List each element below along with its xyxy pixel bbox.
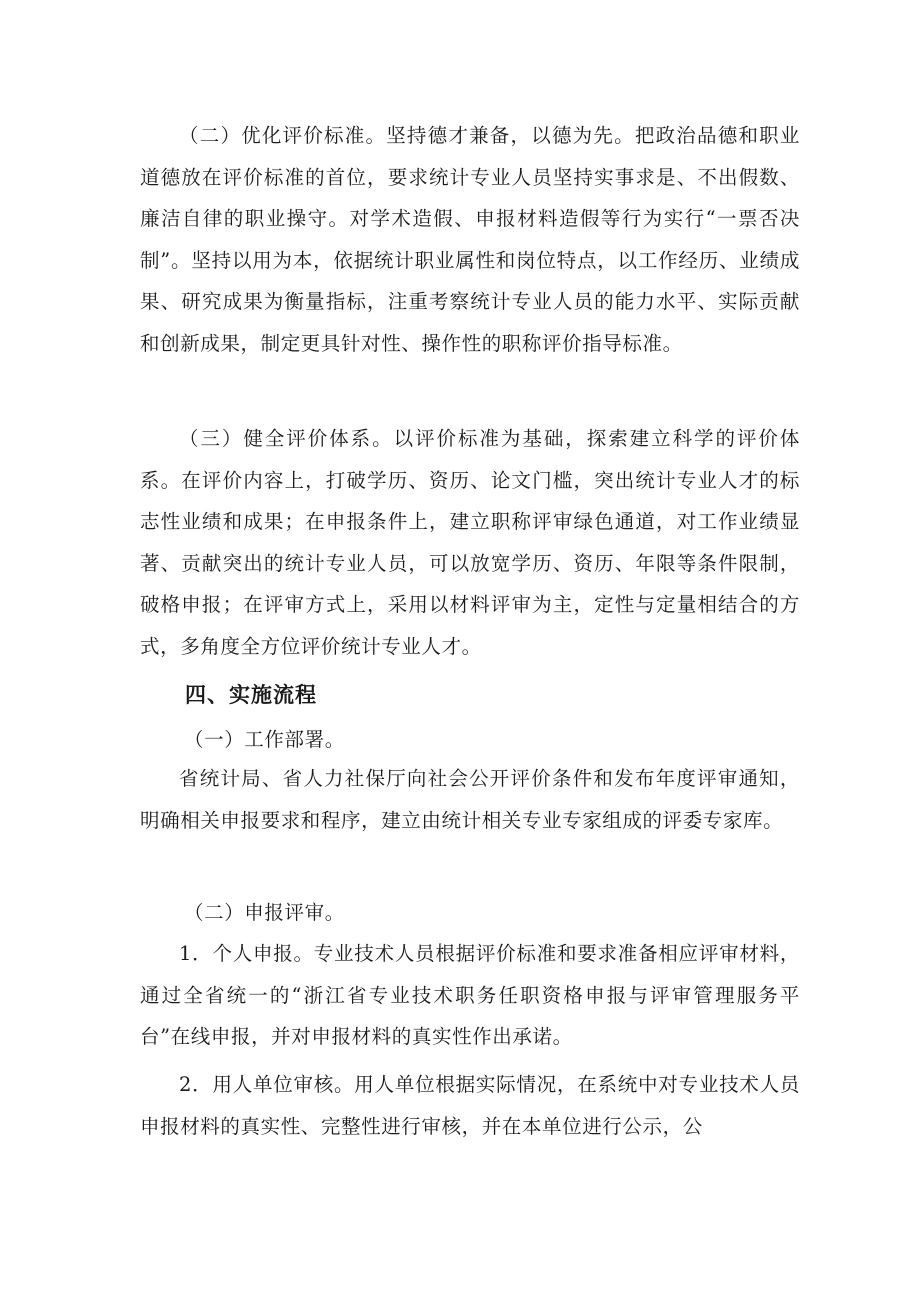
subheading-application-review: （二）申报评审。: [184, 901, 345, 924]
list-item-personal-application: 1．个人申报。专业技术人员根据评价标准和要求准备相应评审材料，通过全省统一的“浙江省专业技术职务任职资格申报与评审管理服务平台”在线申报，并对申报材料的真实性作出承诺。: [140, 942, 800, 1048]
paragraph-work-deployment: 省统计局、省人力社保厅向社会公开评价条件和发布年度评审通知，明确相关申报要求和程序，建立由统计相关专业专家组成的评委专家库。: [140, 767, 800, 832]
section-heading-implementation-process: 四、实施流程: [185, 683, 317, 707]
paragraph-optimize-evaluation-standards: （二）优化评价标准。坚持德才兼备，以德为先。把政治品德和职业道德放在评价标准的首位，要求统计专业人员坚持实事求是、不出假数、廉洁自律的职业操守。对学术造假、申报材料造假等行为实行“一票否决制”。坚持以用为本，依据统计职业属性和岗位特点，以工作经历、业绩成果、研究成果为衡量指标，注重考察统计专业人员的能力水平、实际贡献和创新成果，制定更具针对性、操作性的职称评价指导标准。: [140, 124, 800, 355]
paragraph-improve-evaluation-system: （三）健全评价体系。以评价标准为基础，探索建立科学的评价体系。在评价内容上，打破学历、资历、论文门槛，突出统计专业人才的标志性业绩和成果；在申报条件上，建立职称评审绿色通道，对工作业绩显著、贡献突出的统计专业人员，可以放宽学历、资历、年限等条件限制，破格申报；在评审方式上，采用以材料评审为主，定性与定量相结合的方式，多角度全方位评价统计专业人才。: [140, 427, 800, 658]
list-item-employer-review: 2．用人单位审核。用人单位根据实际情况，在系统中对专业技术人员申报材料的真实性、完整性进行审核，并在本单位进行公示，公: [140, 1073, 800, 1138]
subheading-work-deployment: （一）工作部署。: [184, 728, 345, 751]
